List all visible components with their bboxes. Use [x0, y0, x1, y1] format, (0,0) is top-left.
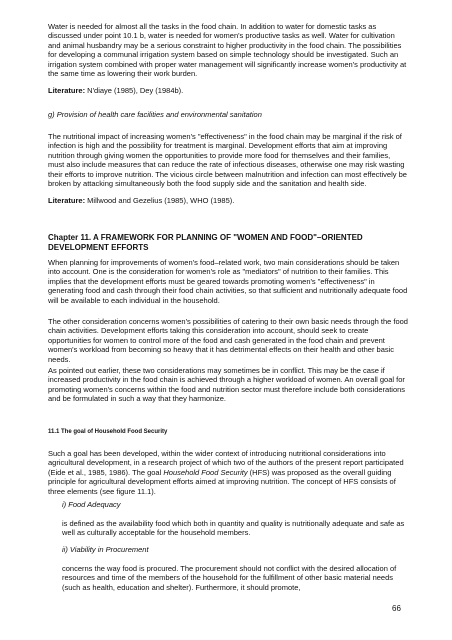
literature-label: Literature:	[48, 86, 86, 95]
list-item-food-adequacy: i) Food Adequacy	[62, 500, 121, 509]
literature-text: N'diaye (1985), Dey (1984b).	[85, 86, 184, 95]
literature-line-2	[48, 196, 408, 205]
literature-text: Millwood and Gezelius (1985), WHO (1985).	[85, 196, 235, 205]
list-item-viability: ii) Viability in Procurement	[62, 545, 149, 554]
literature-label: Literature:	[48, 196, 86, 205]
subheading-health: g) Provision of health care facilities and environmental sanitation	[48, 110, 262, 119]
goal-text-b: (HFS) was proposed as the overall guiding principle for agricultural development efforts aimed at improving nutrition. The concept of HFS consists of three elements (see figure 11.1).	[48, 467, 396, 496]
paragraph-food-adequacy: is defined as the availability food which both in quantity and quality is nutritionally adequate and safe as well as culturally acceptable for the household members.	[62, 519, 405, 538]
paragraph-water: Water is needed for almost all the tasks in the food chain. In addition to water for domestic tasks as discussed under point 10.1 b, water is needed for women's productive tasks as well. Water for cultivation and animal husbandry may be a serious constraint to higher productivity in the food chain. The possibilities for developing a communal irrigation system based on simple technology should be investigated. Such an irrigation system combined with proper water management will significantly increase women's productivity at the same time as lowering their work burden.	[48, 22, 407, 79]
literature-line-1	[48, 86, 408, 95]
paragraph-other-consideration: The other consideration concerns women's possibilities of catering to their own basic needs through the food chain activities. Development efforts taking this consideration into account, should seek to create opportunities for women to control more of the food and cash generated in the food chain and prevent women's workload from becoming so heavy that it has detrimental effects on their health and other basic needs.	[48, 317, 408, 364]
paragraph-goal	[48, 449, 408, 496]
paragraph-conflict: As pointed out earlier, these two considerations may sometimes be in conflict. This may be the case if increased productivity in the food chain is achieved through a higher workload of women. An overall goal for promoting women's concerns within the food and nutrition sector must therefore include both considerations and be formulated in such a way that they harmonize.	[48, 366, 406, 404]
chapter-heading: Chapter 11. A FRAMEWORK FOR PLANNING OF "WOMEN AND FOOD"–ORIENTED DEVELOPMENT EFFORTS	[48, 233, 363, 252]
goal-text-italic: Household Food Security	[163, 467, 248, 477]
paragraph-health: The nutritional impact of increasing women's "effectiveness" in the food chain may be marginal if the risk of infection is high and the possibility for treatment is marginal. Development efforts that aim at improving nutrition through giving women the opportunities to provide more food for themselves and their families, must also include measures that can reduce the rate of infectious diseases, otherwise one may risk wasting their efforts to improve nutrition. The vicious circle between malnutrition and infection can most effectively be broken by attacking simultaneously both the food supply side and the sanitation and health side.	[48, 132, 407, 189]
goal-text-a: Such a goal has been developed, within the wider context of introducing nutritional considerations into agricultural development, in a research project of which two of the authors of the present report participated (Eide et al., 1985, 1986). The goal	[48, 449, 404, 477]
paragraph-planning: When planning for improvements of women's food–related work, two main considerations should be taken into account. One is the consideration for women's role as "mediators" of nutrition to their families. This implies that the development efforts must be geared towards promoting women's "effectiveness" in generating food and cash through their food chain activities, so that sufficient and nutritionally adequate food will be available to each individual in the household.	[48, 258, 408, 305]
page-number: 66	[392, 604, 401, 613]
paragraph-viability: concerns the way food is procured. The procurement should not conflict with the desired allocation of resources and time of the members of the household for the fulfillment of other basic material needs (such as health, education and shelter). Furthermore, it should promote,	[62, 564, 397, 592]
section-heading: 11.1 The goal of Household Food Security	[48, 429, 168, 435]
